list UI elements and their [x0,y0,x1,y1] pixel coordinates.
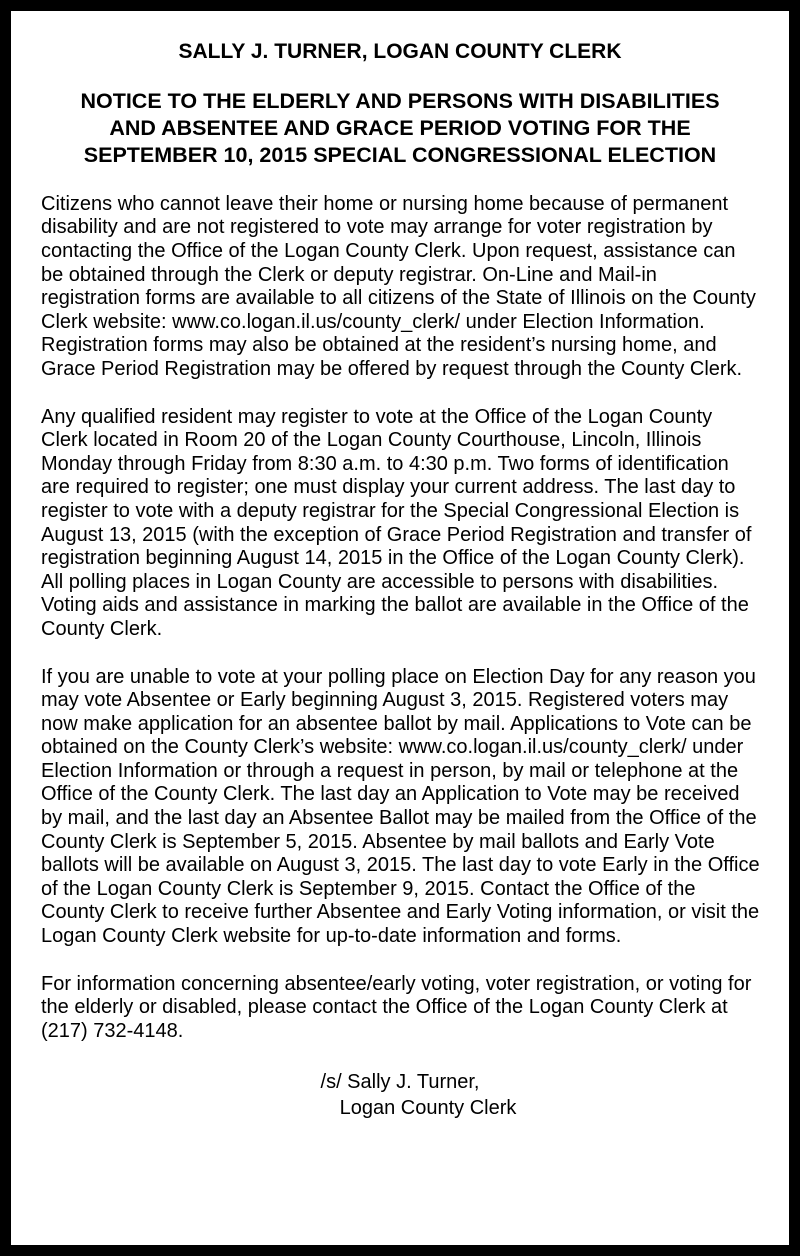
notice-paragraph: For information concerning absentee/early voting, voter registration, or voting for the elderly or disabled, please contact the Office of the Logan County Clerk at (217) 732-4148. [41,972,752,1042]
notice-body [33,193,767,1044]
signature-role: Logan County Clerk [339,1097,517,1120]
signature-name: /s/ Sally J. Turner, [320,1071,480,1094]
notice-paragraph: Citizens who cannot leave their home or nursing home because of permanent disability and are not registered to vote may arrange for voter registration by contacting the Office of the Logan County Clerk. Upon request, assistance can be obtained through the Clerk or deputy registrar. On-Line and Mail-in registration forms are available to all citizens of the State of Illinois on the County Clerk website: www.co.logan.il.us/county_clerk/ under Election Information. Registration forms may also be obtained at the resident’s nursing home, and Grace Period Registration may be offered by request through the County Clerk. [41,192,756,380]
notice-heading-line: AND ABSENTEE AND GRACE PERIOD VOTING FOR THE [109,116,691,141]
signature-block [33,1069,767,1121]
notice-sheet [11,11,789,1245]
notice-paragraph: Any qualified resident may register to vote at the Office of the Logan County Clerk located in Room 20 of the Logan County Courthouse, Lincoln, Illinois Monday through Friday from 8:30 a.m. to 4:30 p.m. Two forms of identification are required to register; one must display your current address. The last day to register to vote with a deputy registrar for the Special Congressional Election is August 13, 2015 (with the exception of Grace Period Registration and transfer of registration beginning August 14, 2015 in the Office of the Logan County Clerk). All polling places in Logan County are accessible to persons with disabilities. Voting aids and assistance in marking the ballot are available in the Office of the County Clerk. [41,405,752,640]
notice-heading-line: SEPTEMBER 10, 2015 SPECIAL CONGRESSIONAL ELECTION [83,142,717,167]
notice-heading-line: NOTICE TO THE ELDERLY AND PERSONS WITH DISABILITIES [80,89,720,114]
clerk-title: SALLY J. TURNER, LOGAN COUNTY CLERK [178,40,622,63]
notice-heading [33,88,767,169]
notice-paragraph: If you are unable to vote at your polling place on Election Day for any reason you may vote Absentee or Early beginning August 3, 2015. Registered voters may now make application for an absentee ballot by mail. Applications to Vote can be obtained on the County Clerk’s website: www.co.logan.il.us/county_clerk/ under Election Information or through a request in person, by mail or telephone at the Office of the County Clerk. The last day an Application to Vote may be received by mail, and the last day an Absentee Ballot may be mailed from the Office of the County Clerk is September 5, 2015. Absentee by mail ballots and Early Vote ballots will be available on August 3, 2015. The last day to vote Early in the Office of the Logan County Clerk is September 9, 2015. Contact the Office of the County Clerk to receive further Absentee and Early Voting information, or visit the Logan County Clerk website for up-to-date information and forms. [41,665,760,948]
